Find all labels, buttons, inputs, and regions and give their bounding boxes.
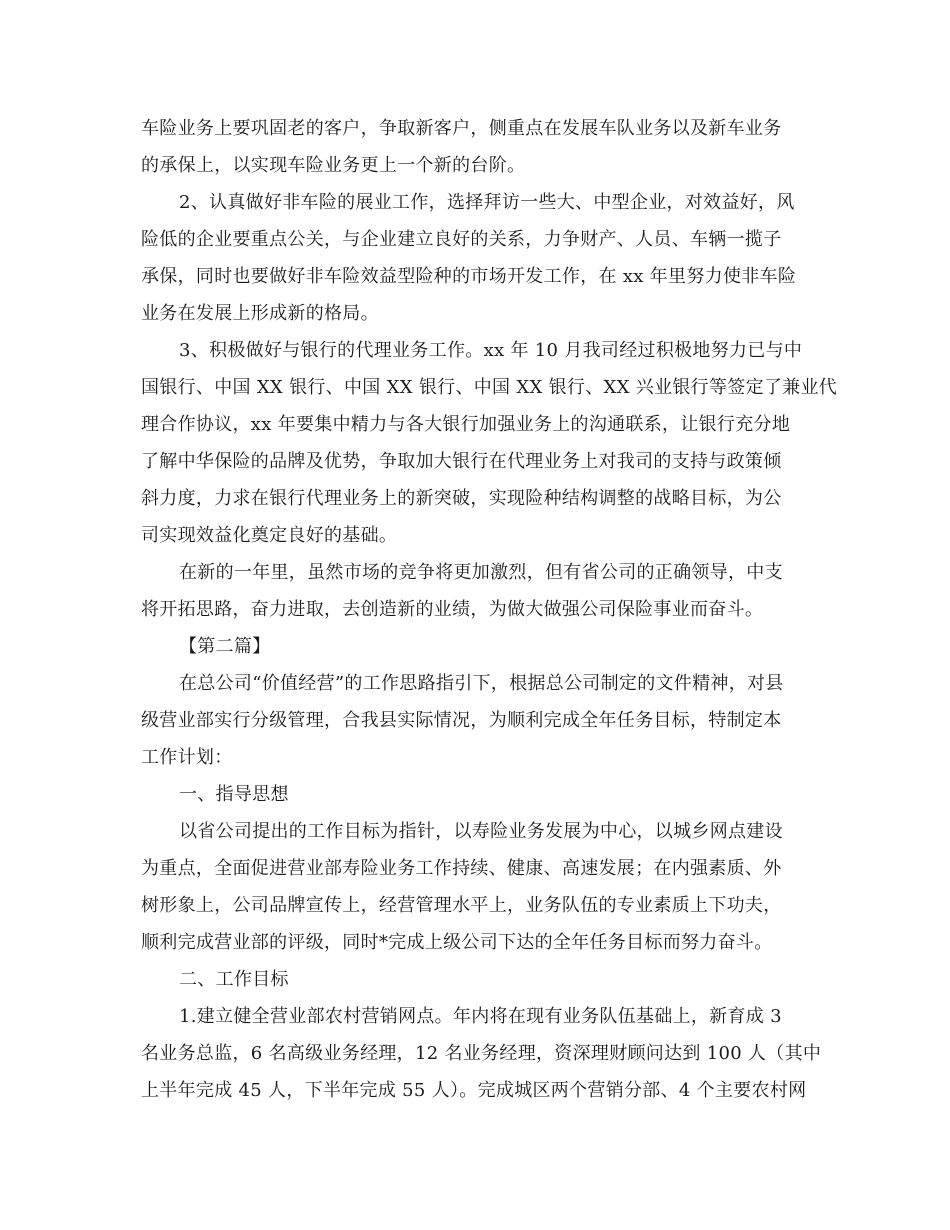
text-line: 司实现效益化奠定良好的基础。 xyxy=(141,525,398,546)
paragraph xyxy=(141,813,813,961)
text-line: 业务在发展上形成新的格局。 xyxy=(141,303,379,324)
paragraph xyxy=(141,998,822,1109)
text-line: 在总公司“价值经营”的工作思路指引下，根据总公司制定的文件精神，对县 xyxy=(179,673,784,694)
text-line: 斜力度，力求在银行代理业务上的新突破，实现险种结构调整的战略目标，为公 xyxy=(141,488,782,509)
text-line: 理合作协议，xx 年要集中精力与各大银行加强业务上的沟通联系，让银行充分地 xyxy=(141,414,791,435)
text-line: 1.建立健全营业部农村营销网点。年内将在现有业务队伍基础上，新育成 3 xyxy=(179,1006,782,1027)
text-line: 国银行、中国 XX 银行、中国 XX 银行、中国 XX 银行、XX 兴业银行等签定了兼业代 xyxy=(141,377,838,398)
paragraph xyxy=(141,554,813,628)
paragraph xyxy=(141,110,813,184)
text-line: 以省公司提出的工作目标为指针，以寿险业务发展为中心，以城乡网点建设 xyxy=(179,821,783,842)
paragraph xyxy=(141,332,838,554)
text-line: 树形象上，公司品牌宣传上，经营管理水平上，业务队伍的专业素质上下功夫， xyxy=(141,895,782,916)
text-line: 一、指导思想 xyxy=(179,784,289,805)
text-line: 2、认真做好非车险的展业工作，选择拜访一些大、中型企业，对效益好，风 xyxy=(179,192,795,213)
paragraph xyxy=(141,184,813,332)
text-line: 【第二篇】 xyxy=(179,636,271,657)
text-line: 工作计划： xyxy=(141,747,233,768)
paragraph xyxy=(141,628,813,665)
text-line: 级营业部实行分级管理，合我县实际情况，为顺利完成全年任务目标，特制定本 xyxy=(141,710,782,731)
paragraph xyxy=(141,776,813,813)
text-line: 上半年完成 45 人，下半年完成 55 人）。完成城区两个营销分部、4 个主要农村网 xyxy=(141,1080,807,1101)
text-line: 车险业务上要巩固老的客户，争取新客户，侧重点在发展车队业务以及新车业务 xyxy=(141,118,782,139)
text-line: 险低的企业要重点公关，与企业建立良好的关系，力争财产、人员、车辆一揽子 xyxy=(141,229,782,250)
text-line: 在新的一年里，虽然市场的竞争将更加激烈，但有省公司的正确领导，中支 xyxy=(179,562,783,583)
text-line: 名业务总监，6 名高级业务经理，12 名业务经理，资深理财顾问达到 100 人（其中 xyxy=(141,1043,822,1064)
text-line: 承保，同时也要做好非车险效益型险种的市场开发工作，在 xx 年里努力使非车险 xyxy=(141,266,797,287)
text-line: 顺利完成营业部的评级，同时*完成上级公司下达的全年任务目标而努力奋斗。 xyxy=(141,932,773,953)
paragraph xyxy=(141,961,813,998)
text-line: 将开拓思路，奋力进取，去创造新的业绩，为做大做强公司保险事业而奋斗。 xyxy=(141,599,764,620)
paragraph xyxy=(141,665,813,776)
document-body xyxy=(141,110,838,1109)
text-line: 为重点，全面促进营业部寿险业务工作持续、健康、高速发展；在内强素质、外 xyxy=(141,858,782,879)
text-line: 了解中华保险的品牌及优势，争取加大银行在代理业务上对我司的支持与政策倾 xyxy=(141,451,782,472)
text-line: 二、工作目标 xyxy=(179,969,289,990)
text-line: 3、积极做好与银行的代理业务工作。xx 年 10 月我司经过积极地努力已与中 xyxy=(179,340,803,361)
text-line: 的承保上，以实现车险业务更上一个新的台阶。 xyxy=(141,155,526,176)
